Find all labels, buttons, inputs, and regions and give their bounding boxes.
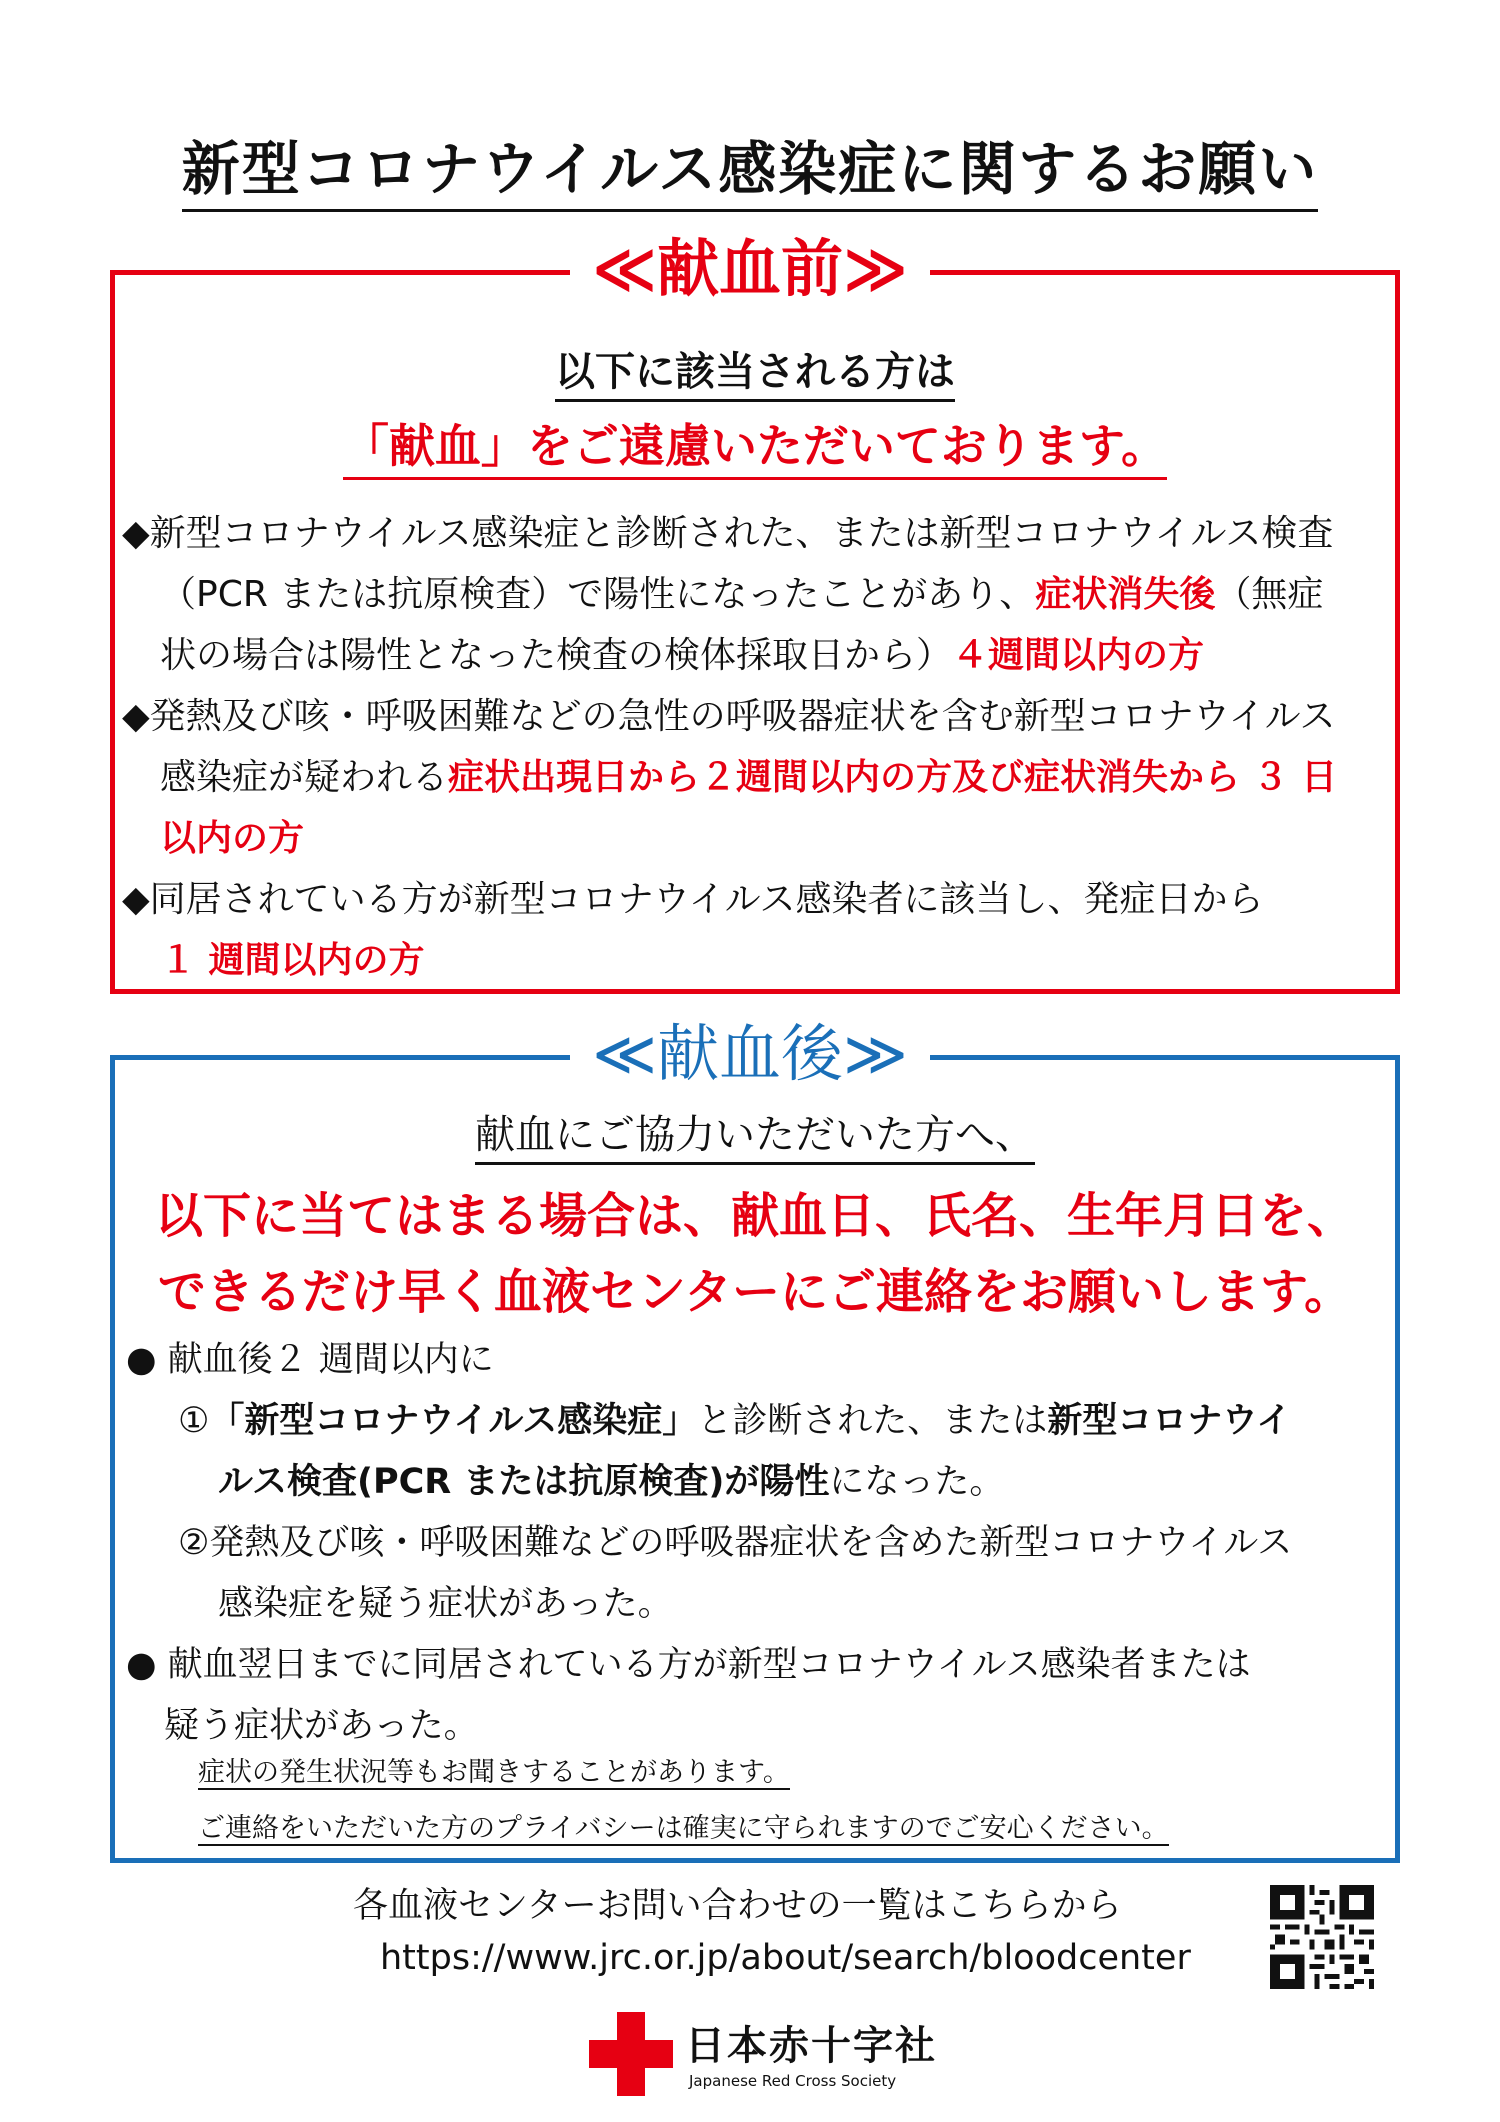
- list-item: ● 献血翌日までに同居されている方が新型コロナウイルス感染者または: [126, 1645, 1251, 1685]
- footer: [353, 1880, 1191, 1984]
- sub-item: ①「新型コロナウイルス感染症」と診断された、または新型コロナウイ: [178, 1401, 1292, 1441]
- list-item-cont: 疑う症状があった。: [164, 1706, 479, 1746]
- before-conditions-list: [122, 503, 1394, 991]
- footer-text: 各血液センターお問い合わせの一覧はこちらから: [353, 1886, 1122, 1926]
- logo-english: Japanese Red Cross Society: [689, 2072, 897, 2090]
- sub-item: ②発熱及び咳・呼吸困難などの呼吸器症状を含めた新型コロナウイルス: [178, 1523, 1293, 1563]
- after-intro-callout: 以下に当てはまる場合は、献血日、氏名、生年月日を、 できるだけ早く血液センターにご連絡をお願いします。: [154, 1188, 1355, 1320]
- note: ご連絡をいただいた方のプライバシーは確実に守られますのでご安心ください。: [198, 1813, 1169, 1844]
- list-item-cont: （PCR または抗原検査）で陽性になったことがあり、症状消失後（無症: [160, 574, 1324, 615]
- red-cross-icon: [589, 2012, 673, 2096]
- list-item: ● 献血後２ 週間以内に: [126, 1340, 494, 1380]
- sub-item-cont: 感染症を疑う症状があった。: [218, 1584, 673, 1624]
- before-intro-line1: 以下に該当される方は: [110, 340, 1400, 397]
- list-item: ◆新型コロナウイルス感染症と診断された、または新型コロナウイルス検査: [122, 513, 1334, 554]
- note: 症状の発生状況等もお聞きすることがあります。: [198, 1757, 790, 1788]
- list-item-cont: 感染症が疑われる症状出現日から２週間以内の方及び症状消失から ３ 日: [160, 757, 1338, 798]
- qr-code-icon[interactable]: [1270, 1885, 1374, 1989]
- before-intro-line2: 「献血」をご遠慮いただいております。: [110, 410, 1400, 476]
- after-donation-heading: ≪献血後≫: [0, 1023, 1500, 1085]
- before-donation-heading: ≪献血前≫: [0, 238, 1500, 300]
- list-item-cont: １ 週間以内の方: [160, 940, 425, 981]
- notes: [198, 1745, 1169, 1857]
- sub-item-cont: ルス検査(PCR または抗原検査)が陽性になった。: [218, 1462, 1005, 1502]
- page-title: 新型コロナウイルス感染症に関するお願い: [0, 122, 1500, 206]
- list-item-cont: 状の場合は陽性となった検査の検体採取日から）４週間以内の方: [160, 635, 1205, 676]
- after-conditions-list: [126, 1330, 1390, 1757]
- list-item-cont: 以内の方: [160, 818, 305, 859]
- bloodcenter-link[interactable]: https://www.jrc.or.jp/about/search/bloodcenter: [380, 1938, 1191, 1978]
- list-item: ◆同居されている方が新型コロナウイルス感染者に該当し、発症日から: [122, 879, 1264, 920]
- list-item: ◆発熱及び咳・呼吸困難などの急性の呼吸器症状を含む新型コロナウイルス: [122, 696, 1336, 737]
- logo-name: 日本赤十字社: [685, 2023, 937, 2069]
- logo: [589, 2012, 937, 2092]
- after-intro-line1: 献血にご協力いただいた方へ、: [110, 1103, 1400, 1160]
